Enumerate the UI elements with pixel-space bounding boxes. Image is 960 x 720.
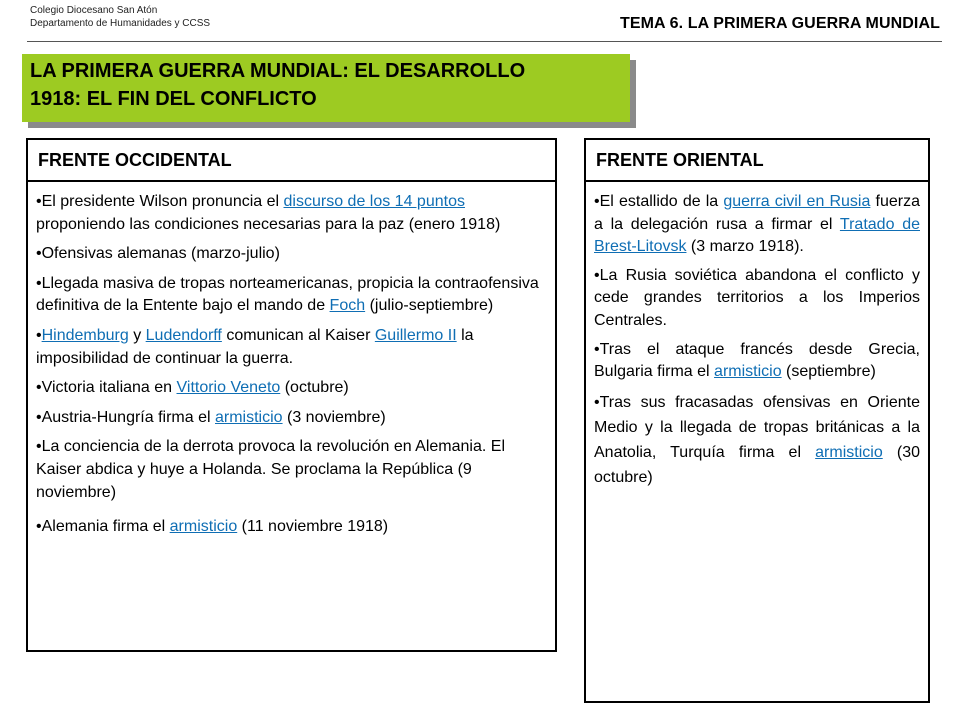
topic-title: TEMA 6. LA PRIMERA GUERRA MUNDIAL [619,15,940,32]
list-item: •Hindemburg y Ludendorff comunican al Kaiser Guillermo II la imposibilidad de continuar la guerra. [36,326,474,367]
eastern-front-panel [584,138,930,703]
list-item: •Ofensivas alemanas (marzo-julio) [36,245,280,263]
eastern-front-heading: FRENTE ORIENTAL [586,140,928,182]
link-ludendorff[interactable]: Ludendorff [145,326,222,344]
list-item: •La Rusia soviética abandona el conflicto y cede grandes territorios a los Imperios Centrales. [594,266,920,329]
link-armisticio-alemania[interactable]: armisticio [169,518,238,536]
eastern-front-list [586,182,928,490]
link-guerra-civil-rusia[interactable]: guerra civil en Rusia [723,193,871,210]
link-armisticio-turquia[interactable]: armisticio [815,443,883,461]
list-item: •Tras el ataque francés desde Grecia, Bulgaria firma el armisticio (septiembre) [594,340,920,381]
western-front-list [28,182,555,539]
header-divider [27,41,942,42]
list-item: •Victoria italiana en Vittorio Veneto (octubre) [36,379,349,397]
link-foch[interactable]: Foch [329,297,366,315]
slide-title-box [22,54,630,122]
link-discurso-14-puntos[interactable]: discurso de los 14 puntos [283,193,465,210]
list-item: •El estallido de la guerra civil en Rusia fuerza a la delegación rusa a firmar el Tratado de Brest-Litovsk (3 marzo 1918). [594,193,920,256]
link-armisticio-bulgaria[interactable]: armisticio [714,363,782,381]
school-header [30,4,210,30]
list-item: •El presidente Wilson pronuncia el discurso de los 14 puntos proponiendo las condiciones necesarias para la paz (enero 1918) [36,193,501,233]
school-name: Colegio Diocesano San Atón [30,5,158,16]
list-item: •Alemania firma el armisticio (11 noviembre 1918) [36,518,389,536]
western-front-panel [26,138,557,652]
slide-title-line-2: 1918: EL FIN DEL CONFLICTO [30,88,317,110]
list-item: •Tras sus fracasadas ofensivas en Oriente Medio y la llegada de tropas británicas a la Anatolia, Turquía firma el armisticio (30 octubre) [594,393,920,486]
link-tratado-brest-litovsk[interactable]: Tratado de Brest-Litovsk [594,215,920,256]
list-item: •Austria-Hungría firma el armisticio (3 noviembre) [36,408,386,426]
link-vittorio-veneto[interactable]: Vittorio Veneto [176,379,281,397]
link-armisticio-austria[interactable]: armisticio [215,408,283,426]
western-front-heading: FRENTE OCCIDENTAL [28,140,555,182]
link-guillermo-ii[interactable]: Guillermo II [374,326,457,344]
link-hindemburg[interactable]: Hindemburg [41,326,129,344]
list-item: •La conciencia de la derrota provoca la revolución en Alemania. El Kaiser abdica y huye a Holanda. Se proclama la República (9 noviembre) [36,438,505,501]
list-item: •Llegada masiva de tropas norteamericanas, propicia la contraofensiva definitiva de la Entente bajo el mando de Foch (julio-septiembre) [36,274,539,315]
slide-title-line-1: LA PRIMERA GUERRA MUNDIAL: EL DESARROLLO [30,60,526,82]
department-name: Departamento de Humanidades y CCSS [30,18,211,29]
